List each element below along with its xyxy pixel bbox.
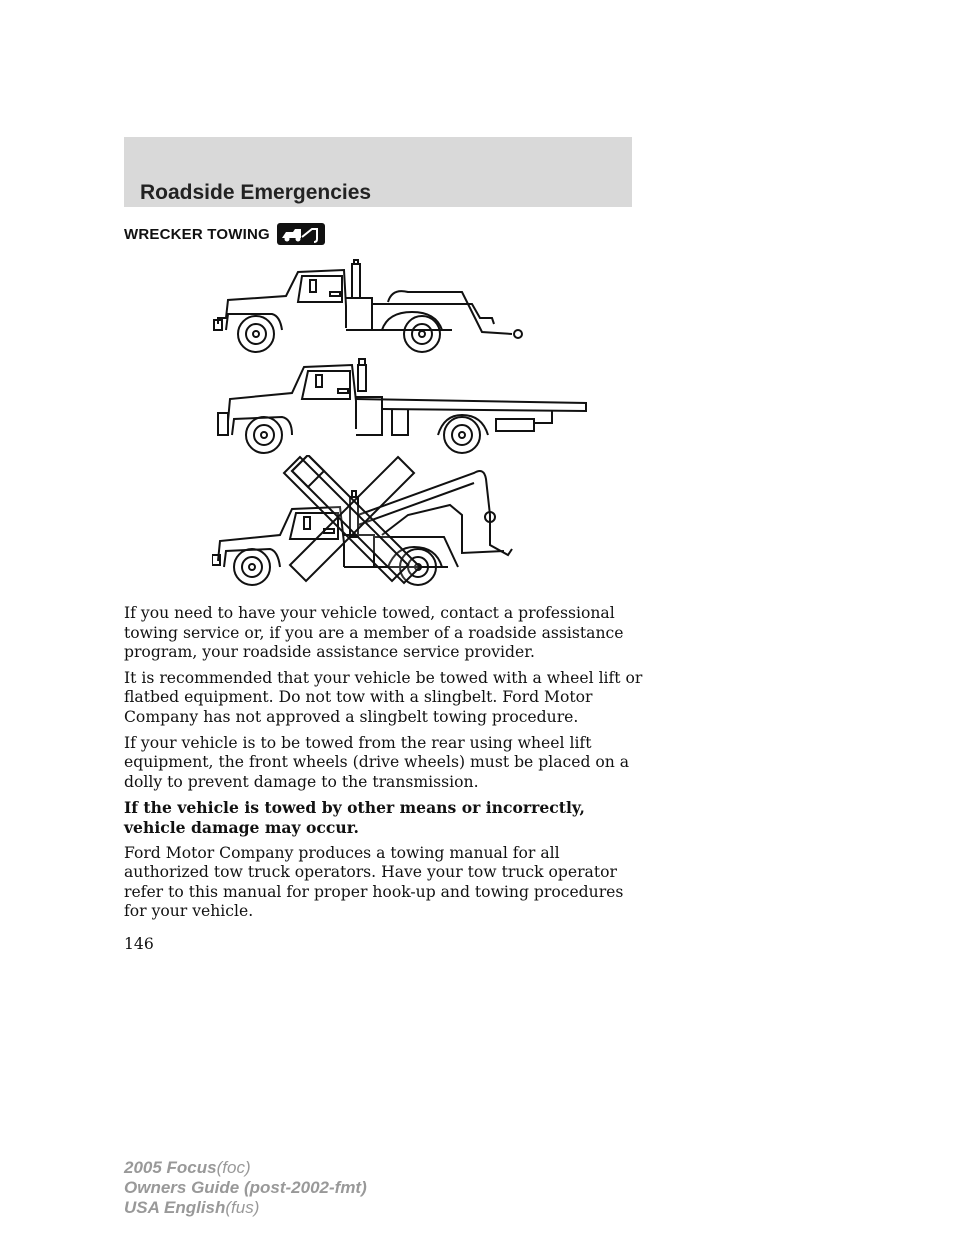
tow-truck-icon (277, 223, 325, 245)
paragraph: If your vehicle is to be towed from the rear using wheel lift equipment, the front wheels (drive wheels) must be placed on a dolly to prevent damage to the transmission. (124, 733, 630, 791)
paragraph: If you need to have your vehicle towed, contact a professional towing service or, if you are a member of a roadside assistance program, your roadside assistance service provider. (124, 604, 624, 662)
flatbed-truck-illustration (212, 355, 602, 455)
footer-language-code: (fus) (225, 1198, 260, 1217)
slingbelt-truck-illustration (212, 455, 532, 595)
section-heading: WRECKER TOWING (124, 226, 270, 243)
header-band (124, 137, 632, 207)
wheel-lift-truck-illustration (212, 258, 532, 358)
footer-guide: Owners Guide (post-2002-fmt) (124, 1178, 367, 1197)
warning-paragraph: If the vehicle is towed by other means or incorrectly, vehicle damage may occur. (124, 798, 585, 837)
footer-model: 2005 Focus (124, 1158, 217, 1177)
prohibited-x-icon (292, 455, 420, 583)
paragraph: It is recommended that your vehicle be towed with a wheel lift or flatbed equipment. Do not tow with a slingbelt. Ford Motor Company has not approved a slingbelt towing procedure. (124, 668, 643, 726)
footer-language: USA English (124, 1198, 226, 1217)
body-text (124, 604, 644, 928)
footer-model-code: (foc) (216, 1158, 251, 1177)
page-title: Roadside Emergencies (140, 181, 372, 204)
page-number: 146 (124, 935, 154, 953)
paragraph: Ford Motor Company produces a towing manual for all authorized tow truck operators. Have your tow truck operator refer to this manual for proper hook-up and towing procedures for your vehicle. (124, 843, 624, 921)
footer (124, 1158, 367, 1218)
